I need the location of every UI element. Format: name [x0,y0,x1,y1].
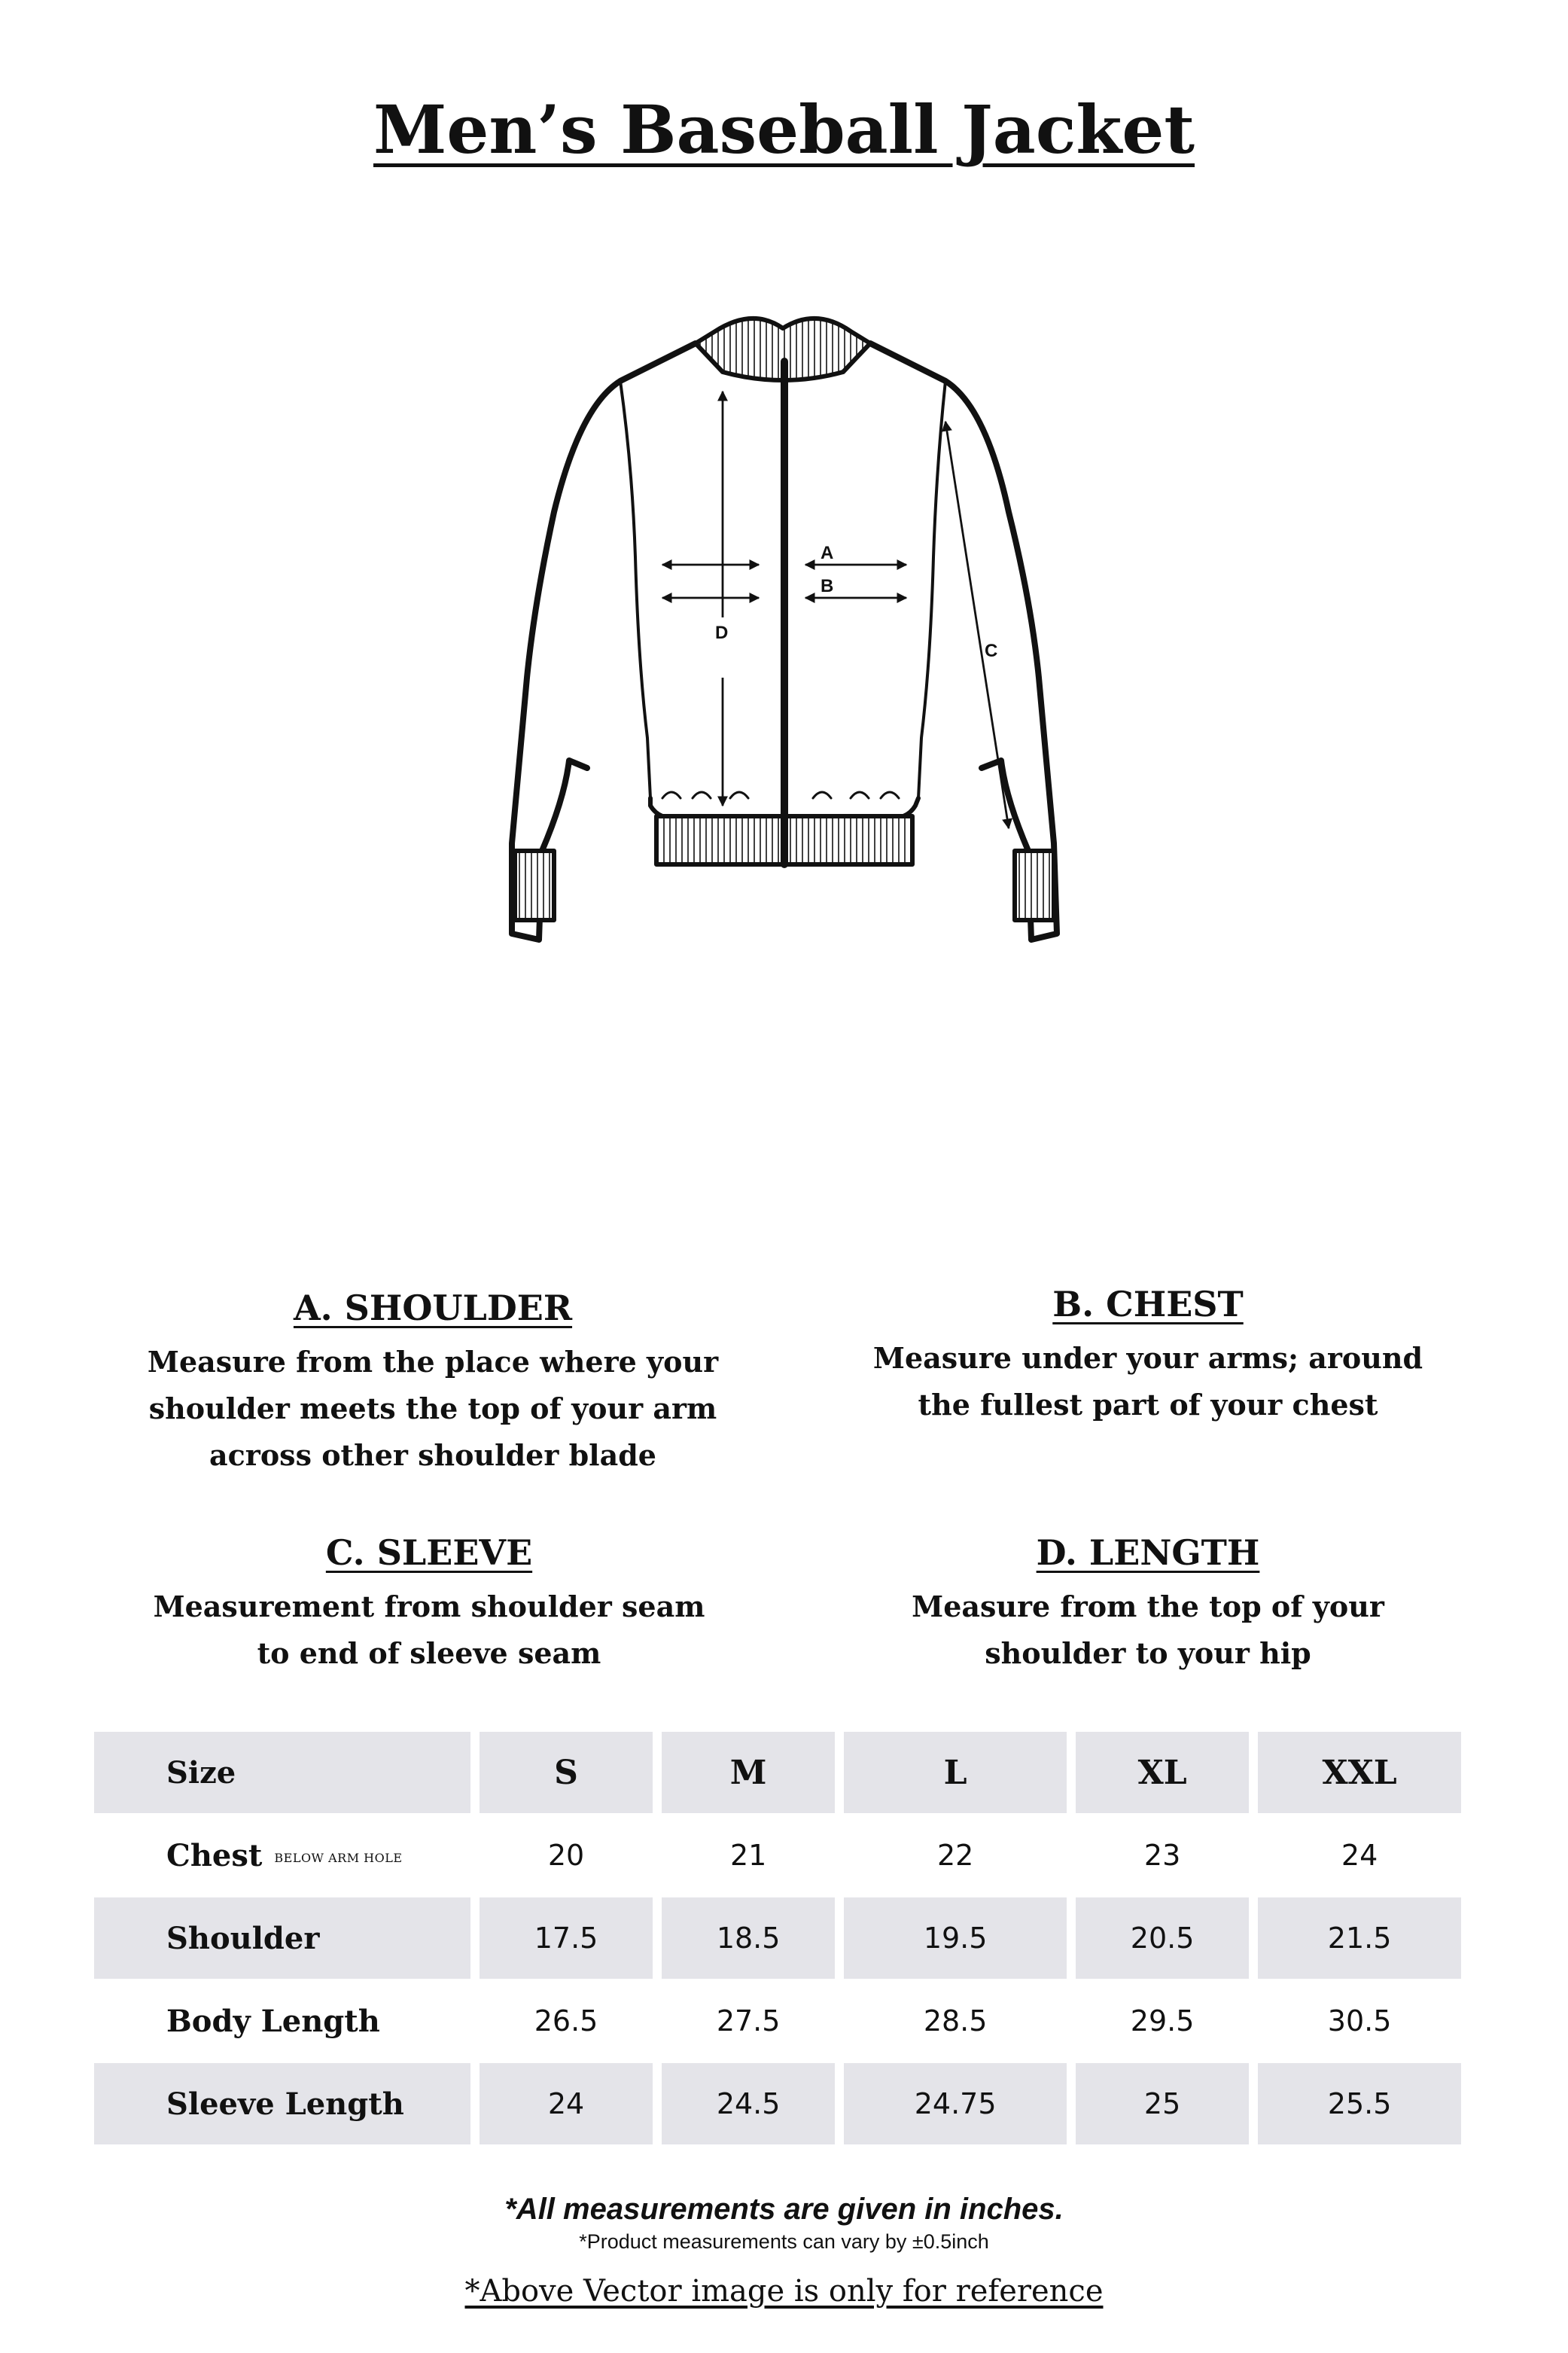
sleeve-line: Measurement from shoulder seam [153,1589,705,1623]
table-cell: 30.5 [1258,1979,1461,2063]
shoulder-line: Measure from the place where your [147,1345,719,1379]
row-note: BELOW ARM HOLE [274,1851,403,1865]
shoulder-description [120,1288,745,1479]
table-cell: 24.5 [662,2063,835,2144]
table-cell: 25 [1076,2063,1249,2144]
label-a: A [821,543,834,563]
table-cell: 23 [1076,1813,1249,1897]
chest-heading: B. CHEST [1052,1284,1244,1324]
length-description [836,1532,1460,1677]
footer-tolerance-note: *Product measurements can vary by ±0.5inch [579,2230,989,2253]
sleeve-heading: C. SLEEVE [325,1532,533,1573]
row-label: Shoulder [94,1897,470,1979]
table-cell: 21 [662,1813,835,1897]
table-cell: 24.75 [844,2063,1067,2144]
table-cell: 20.5 [1076,1897,1249,1979]
table-cell: 21.5 [1258,1897,1461,1979]
label-d: D [715,623,729,643]
table-header-cell: XXL [1258,1732,1461,1813]
label-c: C [985,641,998,661]
size-chart-table [85,1732,1470,2144]
table-cell: 24 [480,2063,653,2144]
row-label: Body Length [94,1979,470,2063]
jacket-outline [512,319,1057,940]
row-label: Sleeve Length [94,2063,470,2144]
table-cell: 20 [480,1813,653,1897]
table-header-cell: Size [94,1732,470,1813]
table-cell: 25.5 [1258,2063,1461,2144]
table-cell: 24 [1258,1813,1461,1897]
table-row [94,1897,1461,1979]
chest-description [836,1284,1460,1428]
length-line: Measure from the top of your [912,1589,1384,1623]
table-header-cell: XL [1076,1732,1249,1813]
table-cell: 17.5 [480,1897,653,1979]
table-cell: 22 [844,1813,1067,1897]
table-header-row [94,1732,1461,1813]
sleeve-line: to end of sleeve seam [257,1636,601,1670]
table-cell: 28.5 [844,1979,1067,2063]
table-row [94,2063,1461,2144]
measure-arrows [662,392,1009,828]
length-heading: D. LENGTH [1036,1532,1260,1573]
sleeve-description [105,1532,753,1677]
row-label: Chest BELOW ARM HOLE [94,1813,470,1897]
label-b: B [821,576,834,596]
table-cell: 29.5 [1076,1979,1249,2063]
table-row [94,1813,1461,1897]
chest-line: the fullest part of your chest [918,1388,1378,1422]
table-cell: 19.5 [844,1897,1067,1979]
footer-units-note: *All measurements are given in inches. [504,2193,1064,2226]
shoulder-heading: A. SHOULDER [293,1288,573,1328]
shoulder-line: across other shoulder blade [209,1438,656,1472]
table-row [94,1979,1461,2063]
table-header-cell: M [662,1732,835,1813]
table-cell: 26.5 [480,1979,653,2063]
table-header-cell: L [844,1732,1067,1813]
chest-line: Measure under your arms; around [872,1341,1423,1375]
table-cell: 27.5 [662,1979,835,2063]
footer-reference-note: *Above Vector image is only for reference [464,2274,1104,2309]
table-header-cell: S [480,1732,653,1813]
table-cell: 18.5 [662,1897,835,1979]
page-title: Men’s Baseball Jacket [373,90,1195,169]
length-line: shoulder to your hip [985,1636,1311,1670]
jacket-diagram [391,301,1295,1205]
shoulder-line: shoulder meets the top of your arm [148,1391,717,1425]
